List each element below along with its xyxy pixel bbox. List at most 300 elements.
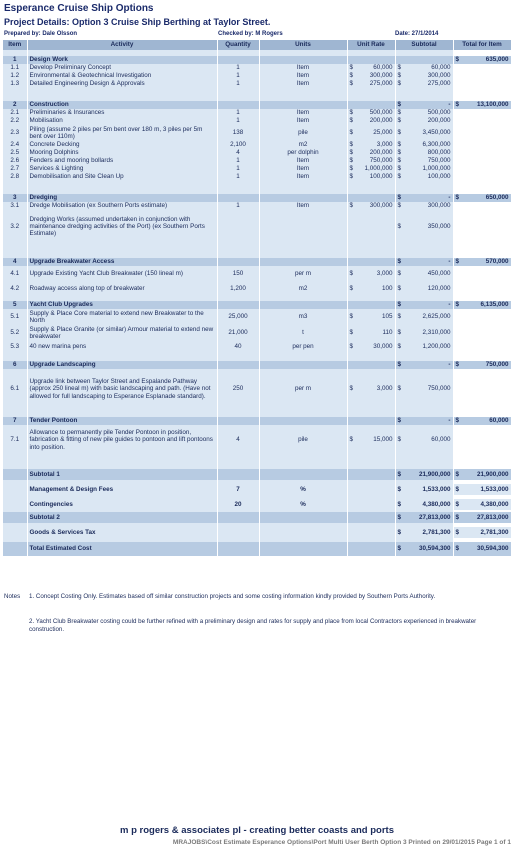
amount: 4,380,000 xyxy=(422,500,451,508)
quantity-cell xyxy=(217,109,259,117)
activity-text: Concrete Decking xyxy=(29,141,80,149)
subtotal xyxy=(398,313,451,320)
quantity-cell xyxy=(217,417,259,425)
currency-symbol: $ xyxy=(397,545,402,553)
units-cell xyxy=(259,409,347,417)
total-cell xyxy=(453,484,511,495)
activity-cell xyxy=(27,455,217,469)
quantity-cell xyxy=(217,542,259,556)
quantity-cell xyxy=(217,325,259,341)
amount: 60,000 xyxy=(431,436,451,444)
activity-cell xyxy=(27,125,217,141)
unit-rate-cell xyxy=(347,125,395,141)
units: Item xyxy=(296,117,310,125)
unit-rate-cell xyxy=(347,80,395,88)
units-cell xyxy=(259,353,347,361)
subtotal-cell xyxy=(395,80,453,88)
unit-rate xyxy=(350,157,393,164)
activity-text: Environmental & Geotechnical Investigation xyxy=(29,72,152,80)
prepared-by: Prepared by: Dale Olsson xyxy=(4,31,78,37)
quantity-cell xyxy=(217,527,259,538)
subtotal-cell xyxy=(395,512,453,523)
amount: 100,000 xyxy=(369,173,393,181)
activity-cell xyxy=(27,512,217,523)
amount: 21,900,000 xyxy=(418,470,451,478)
currency-symbol: $ xyxy=(349,165,354,173)
header-units: Units xyxy=(259,40,347,50)
currency-symbol: $ xyxy=(349,343,354,351)
quantity: 1 xyxy=(236,109,240,117)
total xyxy=(456,529,509,536)
amount: 350,000 xyxy=(427,222,451,230)
subtotal-cell xyxy=(395,165,453,173)
total-cell xyxy=(453,469,511,480)
item-cell xyxy=(3,243,27,258)
quantity: 150 xyxy=(232,270,244,278)
table-row xyxy=(3,173,511,181)
amount: 2,781,300 xyxy=(480,528,509,536)
activity-text: Upgrade Landscaping xyxy=(29,361,96,369)
amount: 1,533,000 xyxy=(480,485,509,493)
section-row xyxy=(3,361,511,369)
item-number: 5.1 xyxy=(10,313,20,321)
units-cell xyxy=(259,469,347,480)
currency-symbol: $ xyxy=(397,528,402,536)
subtotal-cell xyxy=(395,64,453,72)
units-cell xyxy=(259,325,347,341)
quantity-cell xyxy=(217,409,259,417)
unit-rate-cell xyxy=(347,527,395,538)
units-cell xyxy=(259,369,347,409)
item-number: 2.1 xyxy=(10,109,20,117)
subtotal-cell xyxy=(395,409,453,417)
amount: 30,000 xyxy=(373,343,393,351)
subtotal xyxy=(398,501,451,508)
amount: 4,380,000 xyxy=(480,500,509,508)
quantity: 7 xyxy=(236,485,240,493)
subtotal-cell xyxy=(395,353,453,361)
total-cell xyxy=(453,369,511,409)
total-cell xyxy=(453,282,511,295)
amount: 1,000,000 xyxy=(422,165,451,173)
subtotal xyxy=(398,173,451,180)
section-row xyxy=(3,301,511,309)
note-1: 1. Concept Costing Only. Estimates based off similar construction projects and some costing information kindly provided by Southern Ports Authority. xyxy=(29,593,436,600)
amount: 30,594,300 xyxy=(418,545,451,553)
amount: 300,000 xyxy=(427,202,451,210)
activity-text: Preliminaries & Insurances xyxy=(29,109,105,117)
item-cell xyxy=(3,325,27,341)
unit-rate-cell xyxy=(347,309,395,325)
total-cell xyxy=(453,88,511,101)
total-cell xyxy=(453,309,511,325)
units-cell xyxy=(259,258,347,266)
unit-rate-cell xyxy=(347,101,395,109)
currency-symbol: $ xyxy=(397,165,402,173)
units-cell xyxy=(259,243,347,258)
item-cell xyxy=(3,117,27,125)
amount: 750,000 xyxy=(427,157,451,165)
activity-cell xyxy=(27,484,217,495)
currency-symbol: $ xyxy=(349,80,354,88)
item-number: 6.1 xyxy=(10,385,20,393)
activity-text: Subtotal 1 xyxy=(29,470,60,478)
amount: 30,594,300 xyxy=(476,545,509,553)
unit-rate xyxy=(350,329,393,336)
table-row xyxy=(3,341,511,353)
item-number: 3.2 xyxy=(10,222,20,230)
total-cell xyxy=(453,141,511,149)
subtotal-cell xyxy=(395,173,453,181)
amount: 300,000 xyxy=(369,202,393,210)
total-cell xyxy=(453,194,511,202)
item-number: 1.1 xyxy=(10,64,20,72)
activity-cell xyxy=(27,341,217,353)
quantity-cell xyxy=(217,149,259,157)
table-row xyxy=(3,141,511,149)
currency-symbol: $ xyxy=(397,513,402,521)
header-item: Item xyxy=(3,40,27,50)
quantity: 1 xyxy=(236,165,240,173)
activity-cell xyxy=(27,210,217,243)
subtotal-cell xyxy=(395,266,453,282)
amount: 500,000 xyxy=(369,109,393,117)
total-cell xyxy=(453,325,511,341)
quantity: 1,200 xyxy=(230,284,246,292)
activity-cell xyxy=(27,173,217,181)
currency-symbol: $ xyxy=(397,194,402,202)
subtotal xyxy=(398,101,451,108)
item-cell xyxy=(3,369,27,409)
amount: 635,000 xyxy=(485,56,509,64)
table-row xyxy=(3,527,511,538)
units-cell xyxy=(259,181,347,194)
item-number: 5.3 xyxy=(10,343,20,351)
total xyxy=(456,101,509,108)
quantity-cell xyxy=(217,301,259,309)
total-cell xyxy=(453,181,511,194)
header-activity: Activity xyxy=(27,40,217,50)
units-cell xyxy=(259,210,347,243)
activity-text: Supply & Place Granite (or similar) Armour material to extend new breakwater xyxy=(29,325,214,340)
company-footer: m p rogers & associates pl - creating better coasts and ports xyxy=(120,825,394,836)
total-cell xyxy=(453,117,511,125)
activity-cell xyxy=(27,80,217,88)
print-footer: MRAJOBS\Cost Estimate Esperance Options\Port Multi User Berth Option 3 Printed on 29/01/2015 Page 1 of 1 xyxy=(172,839,511,846)
item-cell xyxy=(3,56,27,64)
table-row xyxy=(3,157,511,165)
currency-symbol: $ xyxy=(397,417,402,425)
summary-row xyxy=(3,542,511,556)
activity-cell xyxy=(27,194,217,202)
quantity: 1 xyxy=(236,202,240,210)
subtotal-cell xyxy=(395,455,453,469)
item-number: 2.3 xyxy=(10,129,20,137)
activity-text: Develop Preliminary Concept xyxy=(29,64,112,72)
subtotal xyxy=(398,80,451,87)
table-row xyxy=(3,165,511,173)
units: Item xyxy=(296,165,310,173)
units: Item xyxy=(296,173,310,181)
quantity: 1 xyxy=(236,80,240,88)
units: m2 xyxy=(298,141,308,149)
currency-symbol: $ xyxy=(349,173,354,181)
item-cell xyxy=(3,109,27,117)
subtotal-cell xyxy=(395,149,453,157)
amount: - xyxy=(448,301,451,309)
currency-symbol: $ xyxy=(455,194,460,202)
total-cell xyxy=(453,80,511,88)
amount: 300,000 xyxy=(369,72,393,80)
currency-symbol: $ xyxy=(397,129,402,137)
summary-row xyxy=(3,512,511,523)
unit-rate xyxy=(350,129,393,136)
quantity-cell xyxy=(217,353,259,361)
item-cell xyxy=(3,101,27,109)
quantity: 21,000 xyxy=(228,329,248,337)
currency-symbol: $ xyxy=(397,361,402,369)
section-row xyxy=(3,56,511,64)
currency-symbol: $ xyxy=(455,301,460,309)
unit-rate xyxy=(350,109,393,116)
activity-cell xyxy=(27,243,217,258)
subtotal-cell xyxy=(395,125,453,141)
item-number: 4.2 xyxy=(10,284,20,292)
item-number: 2.2 xyxy=(10,117,20,125)
item-cell xyxy=(3,455,27,469)
unit-rate xyxy=(350,313,393,320)
unit-rate-cell xyxy=(347,369,395,409)
activity-cell xyxy=(27,157,217,165)
unit-rate-cell xyxy=(347,542,395,556)
currency-symbol: $ xyxy=(349,64,354,72)
units: Item xyxy=(296,80,310,88)
spacer-row xyxy=(3,243,511,258)
amount: 3,000 xyxy=(376,270,393,278)
subtotal xyxy=(398,258,451,265)
subtotal xyxy=(398,285,451,292)
activity-cell xyxy=(27,266,217,282)
currency-symbol: $ xyxy=(349,157,354,165)
amount: 6,300,000 xyxy=(422,141,451,149)
currency-symbol: $ xyxy=(349,313,354,321)
quantity: 138 xyxy=(232,129,244,137)
quantity-cell xyxy=(217,64,259,72)
activity-cell xyxy=(27,149,217,157)
currency-symbol: $ xyxy=(397,343,402,351)
date: Date: 27/1/2014 xyxy=(395,31,439,37)
subtotal xyxy=(398,361,451,368)
unit-rate-cell xyxy=(347,202,395,210)
spacer-row xyxy=(3,409,511,417)
unit-rate-cell xyxy=(347,282,395,295)
quantity-cell xyxy=(217,282,259,295)
unit-rate-cell xyxy=(347,353,395,361)
currency-symbol: $ xyxy=(397,270,402,278)
units-cell xyxy=(259,165,347,173)
subtotal xyxy=(398,270,451,277)
activity-cell xyxy=(27,361,217,369)
activity-cell xyxy=(27,64,217,72)
quantity-cell xyxy=(217,80,259,88)
units-cell xyxy=(259,173,347,181)
amount: 2,781,300 xyxy=(422,528,451,536)
amount: 570,000 xyxy=(485,258,509,266)
item-number: 1.2 xyxy=(10,72,20,80)
subtotal-cell xyxy=(395,361,453,369)
item-number: 6 xyxy=(12,361,17,369)
currency-symbol: $ xyxy=(349,270,354,278)
activity-text: Dredging Works (assumed undertaken in conjunction with maintenance dredging activities of the Port) (ex Southern Ports Estimate) xyxy=(29,215,205,238)
unit-rate-cell xyxy=(347,88,395,101)
quantity-cell xyxy=(217,181,259,194)
currency-symbol: $ xyxy=(397,202,402,210)
units-cell xyxy=(259,117,347,125)
activity-cell xyxy=(27,309,217,325)
table-row xyxy=(3,309,511,325)
table-row xyxy=(3,117,511,125)
subtotal xyxy=(398,471,451,478)
item-number: 5.2 xyxy=(10,329,20,337)
units-cell xyxy=(259,64,347,72)
units: % xyxy=(300,500,306,508)
currency-symbol: $ xyxy=(455,470,460,478)
unit-rate xyxy=(350,117,393,124)
amount: 3,450,000 xyxy=(422,129,451,137)
subtotal xyxy=(398,165,451,172)
unit-rate-cell xyxy=(347,173,395,181)
quantity-cell xyxy=(217,369,259,409)
units: % xyxy=(300,485,306,493)
units-cell xyxy=(259,542,347,556)
units-cell xyxy=(259,88,347,101)
unit-rate xyxy=(350,149,393,156)
quantity: 1 xyxy=(236,157,240,165)
quantity: 25,000 xyxy=(228,313,248,321)
units-cell xyxy=(259,425,347,455)
amount: 200,000 xyxy=(369,149,393,157)
total xyxy=(456,258,509,265)
units-cell xyxy=(259,341,347,353)
total xyxy=(456,545,509,552)
activity-cell xyxy=(27,425,217,455)
subtotal xyxy=(398,301,451,308)
quantity: 1 xyxy=(236,173,240,181)
item-cell xyxy=(3,125,27,141)
unit-rate xyxy=(350,436,393,443)
subtotal-cell xyxy=(395,202,453,210)
table-row xyxy=(3,266,511,282)
amount: 2,310,000 xyxy=(422,329,451,337)
item-number: 4.1 xyxy=(10,270,20,278)
quantity-cell xyxy=(217,266,259,282)
item-number: 2.4 xyxy=(10,141,20,149)
item-number: 2.5 xyxy=(10,149,20,157)
total-cell xyxy=(453,542,511,556)
quantity-cell xyxy=(217,512,259,523)
activity-cell xyxy=(27,101,217,109)
quantity-cell xyxy=(217,484,259,495)
quantity-cell xyxy=(217,455,259,469)
quantity-cell xyxy=(217,202,259,210)
unit-rate-cell xyxy=(347,210,395,243)
quantity-cell xyxy=(217,56,259,64)
unit-rate xyxy=(350,72,393,79)
amount: 800,000 xyxy=(427,149,451,157)
subtotal xyxy=(398,129,451,136)
subtotal xyxy=(398,157,451,164)
quantity-cell xyxy=(217,210,259,243)
item-number: 2.8 xyxy=(10,173,20,181)
quantity-cell xyxy=(217,469,259,480)
currency-symbol: $ xyxy=(455,417,460,425)
quantity-cell xyxy=(217,243,259,258)
amount: 120,000 xyxy=(427,284,451,292)
activity-text: Piling (assume 2 piles per 5m bent over 180 m, 3 piles per 5m bent over 110m) xyxy=(29,125,203,140)
subtotal-cell xyxy=(395,425,453,455)
amount: 110 xyxy=(382,329,393,337)
note-2: 2. Yacht Club Breakwater costing could be further refined with a preliminary design and rates for supply and place from local Contractors experienced in breakwater construction. xyxy=(29,618,477,633)
units-cell xyxy=(259,499,347,510)
units-cell xyxy=(259,527,347,538)
subtotal-cell xyxy=(395,282,453,295)
table-row xyxy=(3,425,511,455)
quantity: 1 xyxy=(236,117,240,125)
item-number: 4 xyxy=(12,258,17,266)
quantity-cell xyxy=(217,88,259,101)
item-cell xyxy=(3,181,27,194)
unit-rate-cell xyxy=(347,258,395,266)
subtotal xyxy=(398,202,451,209)
subtotal-cell xyxy=(395,341,453,353)
unit-rate xyxy=(350,141,393,148)
activity-text: Detailed Engineering Design & Approvals xyxy=(29,80,145,88)
activity-text: Management & Design Fees xyxy=(29,485,114,493)
document-title: Esperance Cruise Ship Options xyxy=(4,3,154,14)
amount: 750,000 xyxy=(427,385,451,393)
item-cell xyxy=(3,542,27,556)
total-cell xyxy=(453,409,511,417)
currency-symbol: $ xyxy=(349,202,354,210)
unit-rate xyxy=(350,270,393,277)
activity-text: Mobilisation xyxy=(29,117,63,125)
item-number: 3.1 xyxy=(10,202,20,210)
summary-row xyxy=(3,469,511,480)
notes-label: Notes xyxy=(4,593,21,600)
unit-rate xyxy=(350,285,393,292)
table-row xyxy=(3,80,511,88)
unit-rate-cell xyxy=(347,109,395,117)
total xyxy=(456,361,509,368)
unit-rate-cell xyxy=(347,157,395,165)
subtotal xyxy=(398,109,451,116)
total xyxy=(456,417,509,424)
amount: - xyxy=(448,101,451,109)
units-cell xyxy=(259,512,347,523)
unit-rate-cell xyxy=(347,325,395,341)
total-cell xyxy=(453,243,511,258)
unit-rate-cell xyxy=(347,512,395,523)
currency-symbol: $ xyxy=(455,56,460,64)
item-cell xyxy=(3,409,27,417)
currency-symbol: $ xyxy=(349,149,354,157)
units-cell xyxy=(259,309,347,325)
quantity-cell xyxy=(217,341,259,353)
amount: - xyxy=(448,258,451,266)
unit-rate-cell xyxy=(347,484,395,495)
amount: 13,100,000 xyxy=(476,101,509,109)
item-number: 2 xyxy=(12,101,17,109)
